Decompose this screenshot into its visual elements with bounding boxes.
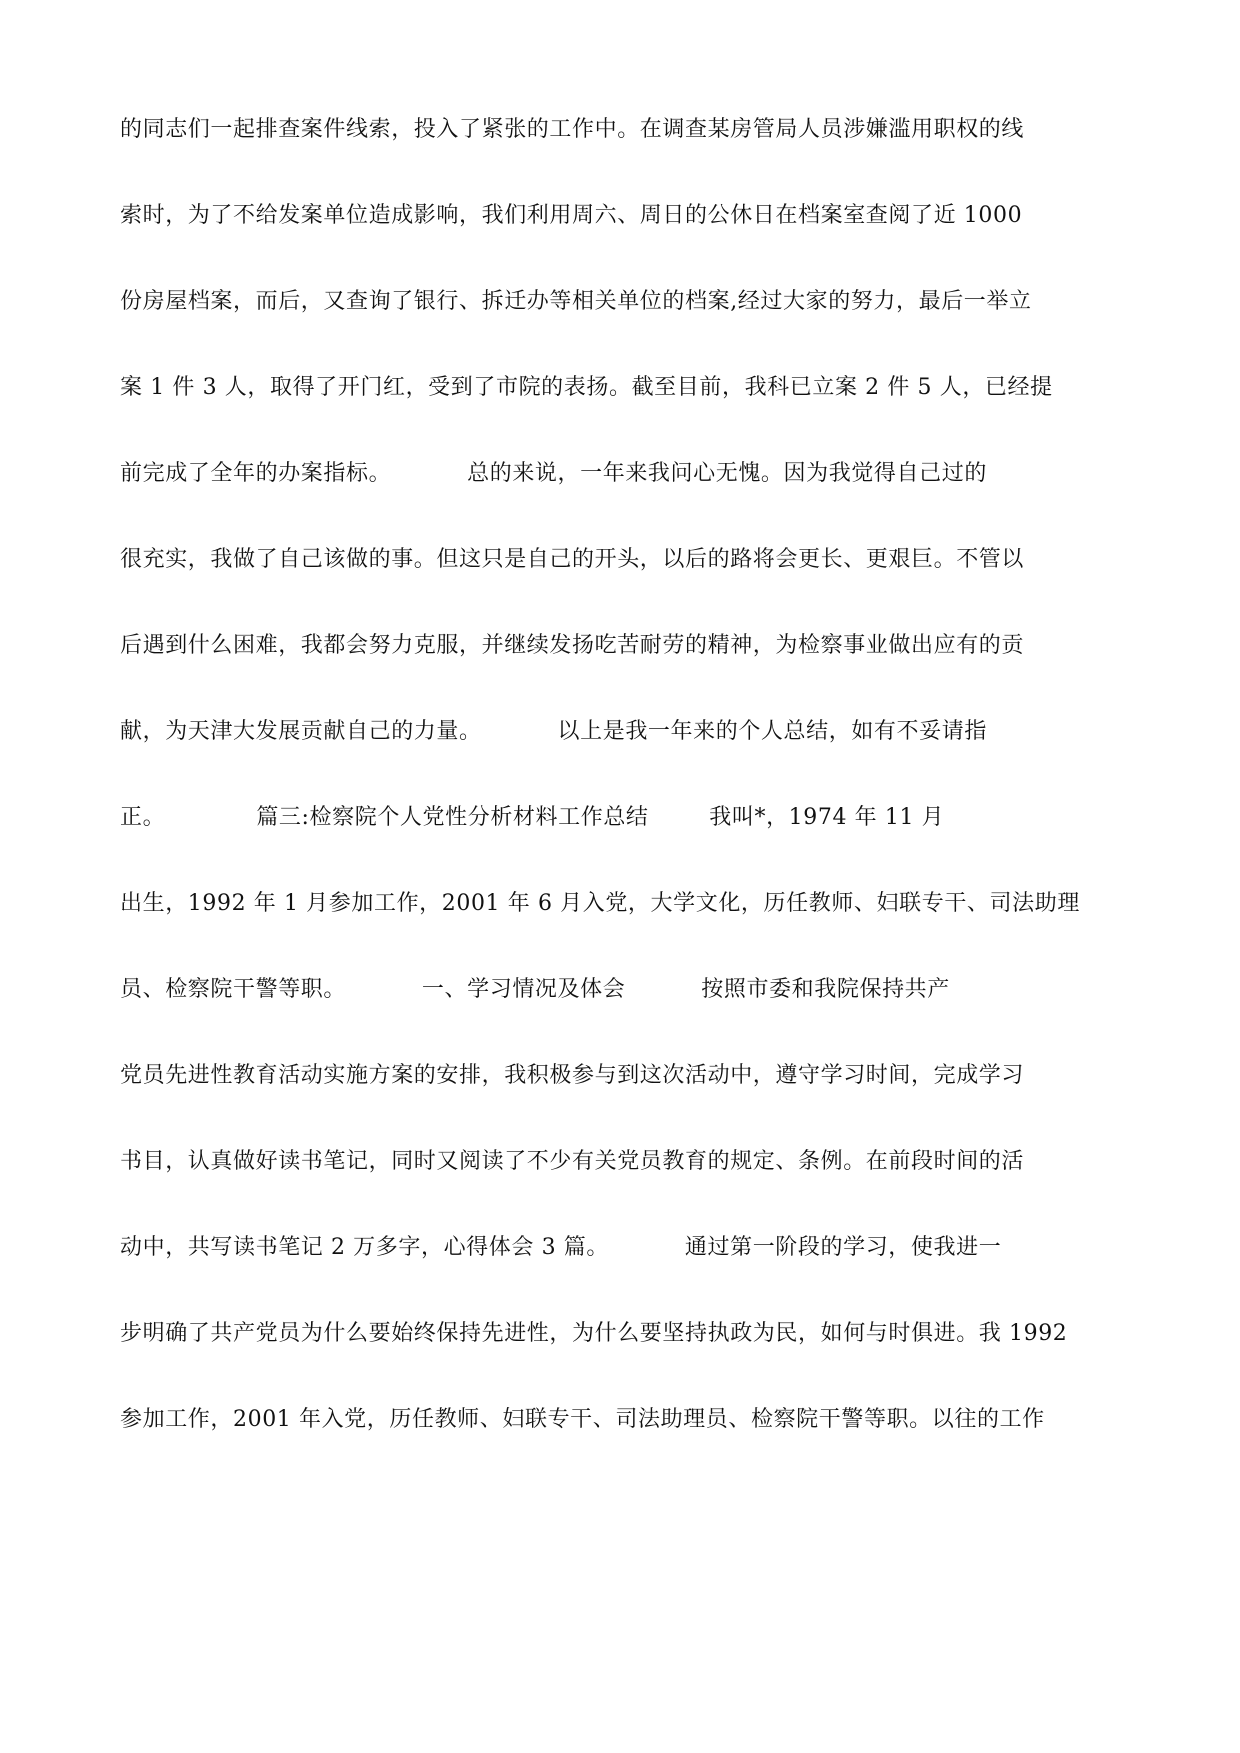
text-line: 份房屋档案，而后，又查询了银行、拆迁办等相关单位的档案,经过大家的努力，最后一举立 [120, 289, 1032, 314]
text-line: 党员先进性教育活动实施方案的安排，我积极参与到这次活动中，遵守学习时间，完成学习 [120, 1063, 1025, 1088]
text-line: 索时，为了不给发案单位造成影响，我们利用周六、周日的公休日在档案室查阅了近 1000 [120, 203, 1023, 228]
text-line: 参加工作，2001 年入党，历任教师、妇联专干、司法助理员、检察院干警等职。以往的工作 [120, 1407, 1045, 1432]
text-line: 案 1 件 3 人，取得了开门红，受到了市院的表扬。截至目前，我科已立案 2 件 5 人，已经提 [120, 375, 1053, 400]
text-line: 正。 篇三:检察院个人党性分析材料工作总结 我叫*，1974 年 11 月 [120, 805, 945, 830]
text-line: 的同志们一起排查案件线索，投入了紧张的工作中。在调查某房管局人员涉嫌滥用职权的线 [120, 117, 1025, 142]
text-line: 前完成了全年的办案指标。 总的来说，一年来我问心无愧。因为我觉得自己过的 [120, 461, 987, 486]
text-line: 后遇到什么困难，我都会努力克服，并继续发扬吃苦耐劳的精神，为检察事业做出应有的贡 [120, 633, 1025, 658]
text-line: 步明确了共产党员为什么要始终保持先进性，为什么要坚持执政为民，如何与时俱进。我 1992 [120, 1321, 1068, 1346]
text-line: 很充实，我做了自己该做的事。但这只是自己的开头，以后的路将会更长、更艰巨。不管以 [120, 547, 1025, 572]
text-line: 动中，共写读书笔记 2 万多字，心得体会 3 篇。 通过第一阶段的学习，使我进一 [120, 1235, 1002, 1260]
text-line: 出生，1992 年 1 月参加工作，2001 年 6 月入党，大学文化，历任教师、妇联专干、司法助理 [120, 891, 1080, 916]
text-line: 书目，认真做好读书笔记，同时又阅读了不少有关党员教育的规定、条例。在前段时间的活 [120, 1149, 1025, 1174]
text-line: 员、检察院干警等职。 一、学习情况及体会 按照市委和我院保持共产 [120, 977, 950, 1002]
text-line: 献，为天津大发展贡献自己的力量。 以上是我一年来的个人总结，如有不妥请指 [120, 719, 987, 744]
